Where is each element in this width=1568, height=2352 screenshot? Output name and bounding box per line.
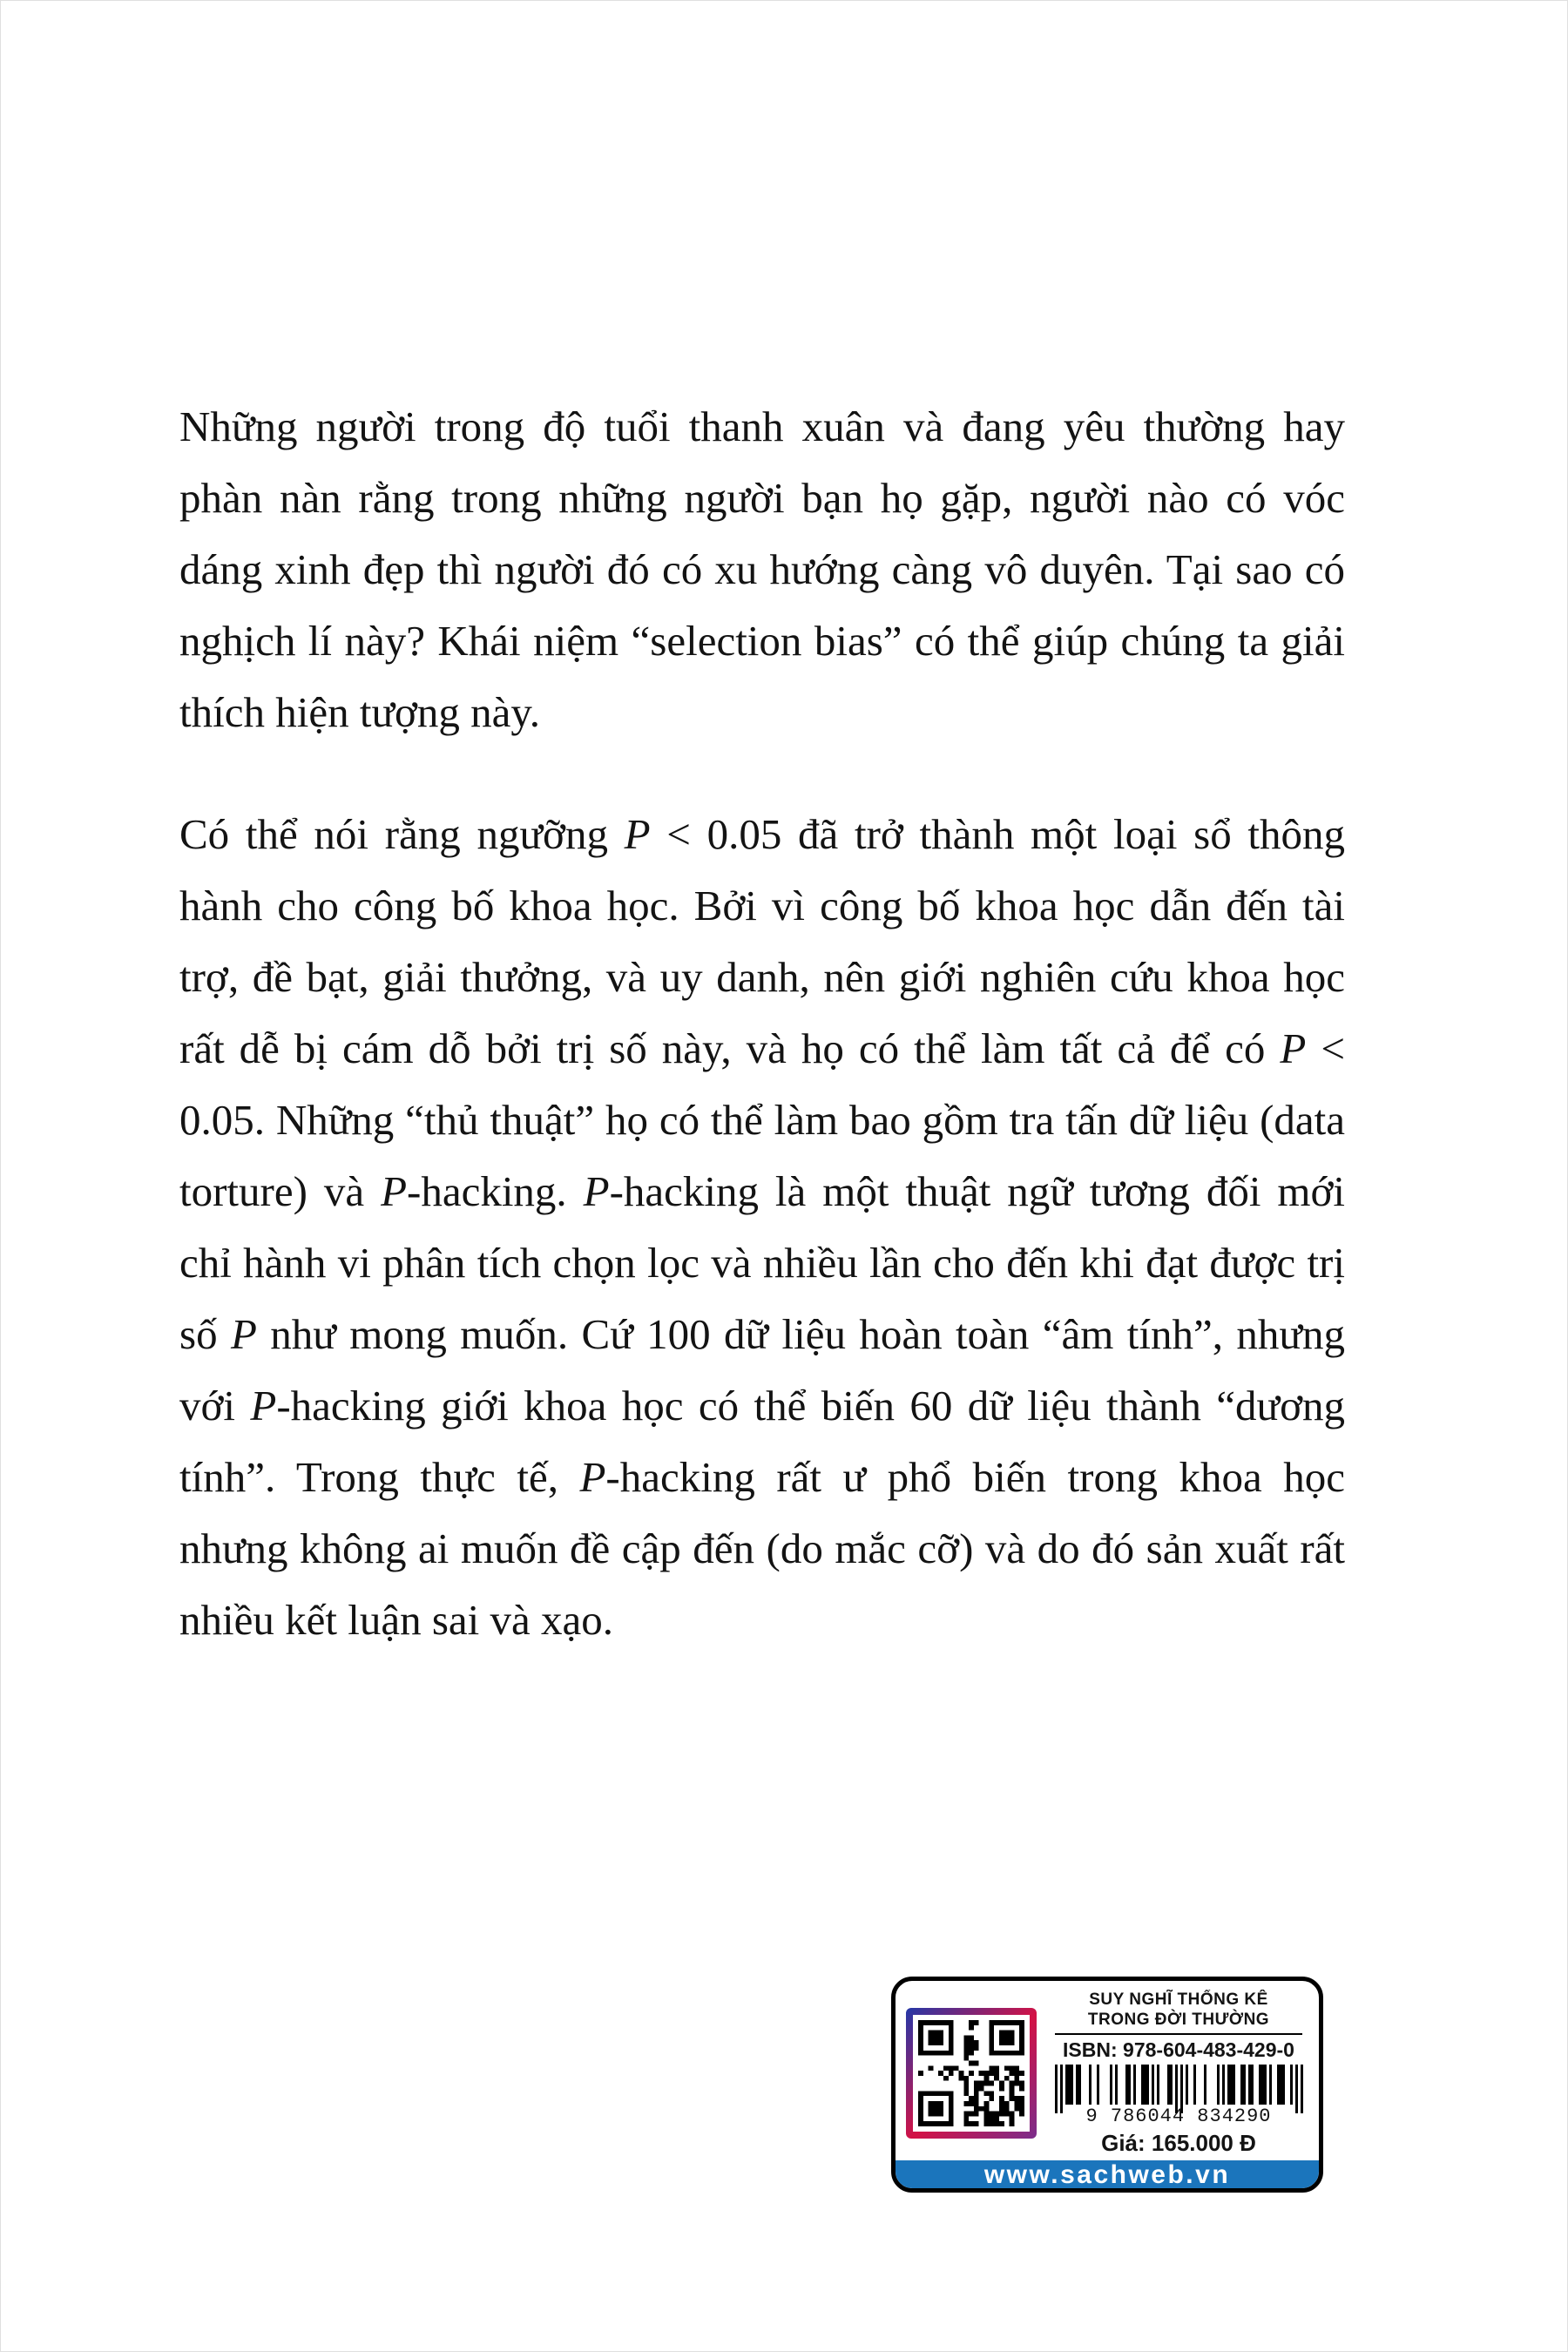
isbn-price-block [891, 1977, 1323, 2193]
qr-code-background [913, 2015, 1030, 2132]
paragraph-1: Những người trong độ tuổi thanh xuân và đang yêu thường hay phàn nàn rằng trong những người bạn họ gặp, người nào có vóc dáng xinh đẹp thì người đó có xu hướng càng vô duyên. Tại sao có nghịch lí này? Khái niệm “selection bias” có thể giúp chúng ta giải thích hiện tượng này. [179, 402, 1345, 736]
website-banner [896, 2160, 1319, 2190]
barcode-digits: 9 786044 834290 [1085, 2105, 1272, 2127]
isbn-price-content [896, 1981, 1319, 2160]
barcode-icon [1055, 2065, 1303, 2127]
isbn-row [1063, 2038, 1294, 2062]
price-label: Giá: [1101, 2130, 1146, 2156]
divider [1055, 2033, 1302, 2035]
price [1101, 2130, 1256, 2157]
isbn-label: ISBN: [1063, 2038, 1118, 2061]
isbn-column [1047, 1990, 1310, 2157]
qr-code-frame [906, 2008, 1037, 2139]
price-value: 165.000 Đ [1151, 2130, 1256, 2156]
series-title-line2: TRONG ĐỜI THƯỜNG [1087, 2011, 1270, 2029]
paragraph-2: Có thể nói rằng ngưỡng P < 0.05 đã trở thành một loại sổ thông hành cho công bố khoa học. Bởi vì công bố khoa học dẫn đến tài trợ, đề bạt, giải thưởng, và uy danh, nên giới nghiên cứu khoa học rất dễ bị cám dỗ bởi trị số này, và họ có thể làm tất cả để có P < 0.05. Những “thủ thuật” họ có thể làm bao gồm tra tấn dữ liệu (data torture) và P-hacking. P-hacking là một thuật ngữ tương đối mới chỉ hành vi phân tích chọn lọc và nhiều lần cho đến khi đạt được trị số P như mong muốn. Cứ 100 dữ liệu hoàn toàn “âm tính”, nhưng với P-hacking giới khoa học có thể biến 60 dữ liệu thành “dương tính”. Trong thực tế, P-hacking rất ư phổ biến trong khoa học nhưng không ai muốn đề cập đến (do mắc cỡ) và do đó sản xuất rất nhiều kết luận sai và xạo. [179, 810, 1346, 1644]
isbn-value: 978-604-483-429-0 [1123, 2038, 1294, 2061]
website-url: www.sachweb.vn [983, 2160, 1231, 2189]
qr-code-icon [918, 2020, 1024, 2126]
series-title-line1: SUY NGHĨ THỐNG KÊ [1089, 1990, 1268, 2009]
back-cover-text [179, 391, 1345, 1656]
